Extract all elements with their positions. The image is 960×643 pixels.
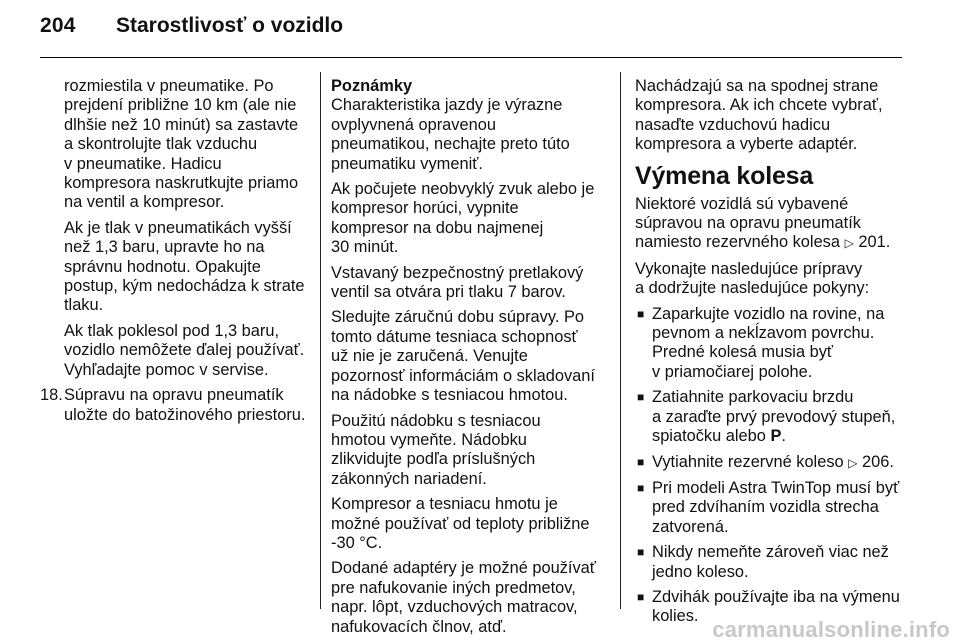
square-bullet-icon: ■ — [637, 480, 645, 495]
list-item-text-part: Vytiahnite rezervné koleso — [652, 452, 844, 471]
paragraph-text: Niektoré vozidlá sú vybavené súpravou na opravu pneumatík namiesto rezervného kolesa — [635, 194, 861, 252]
square-bullet-icon: ■ — [637, 390, 645, 405]
chapter-title: Starostlivosť o vozidlo — [116, 14, 344, 37]
section-heading: Výmena kolesa — [635, 161, 814, 190]
step-number: 18. — [40, 386, 63, 405]
paragraph: Dodané adaptéry je možné používať pre nafukovanie iných predmetov, napr. lôpt, vzduchových matracov, nafukovacích člnov, atď. — [331, 559, 596, 636]
column-divider — [320, 72, 321, 609]
column-divider — [620, 72, 621, 609]
list-item-text — [652, 388, 895, 446]
paragraph: Nachádzajú sa na spodnej strane kompresora. Ak ich chcete vybrať, nasaďte vzduchovú hadicu kompresora a vyberte adaptér. — [635, 77, 883, 154]
list-item-text: Nikdy nemeňte zároveň viac než jedno koleso. — [652, 543, 889, 581]
list-item-text: Zaparkujte vozidlo na rovine, na pevnom a nekĺzavom povrchu. Predné kolesá musia byť v priamočiarej polohe. — [652, 304, 885, 381]
page-number: 204 — [40, 14, 76, 37]
watermark: carmanualsonline.info — [712, 617, 950, 642]
list-item — [635, 543, 910, 582]
note-heading: Poznámky — [331, 77, 413, 95]
list-item — [635, 479, 910, 537]
list-item — [635, 305, 910, 383]
paragraph: Kompresor a tesniacu hmotu je možné používať od teploty približne -30 °C. — [331, 495, 590, 552]
paragraph — [635, 195, 910, 254]
reference-triangle-icon: ▷ — [848, 455, 858, 470]
paragraph: Ak je tlak v pneumatikách vyšší než 1,3 baru, upravte ho na správnu hodnotu. Opakujte postup, kým nedochádza k strate tlaku. — [64, 218, 305, 315]
square-bullet-icon: ■ — [637, 454, 645, 469]
numbered-step-18 — [40, 386, 308, 425]
gear-label: P — [770, 427, 782, 446]
square-bullet-icon: ■ — [637, 545, 645, 560]
paragraph: Sledujte záručnú dobu súpravy. Po tomto dátume tesniaca schopnosť už nie je zaručená. Venujte pozornosť informáciám o skladovaní na nádobke s tesniacou hmotou. — [331, 308, 595, 405]
column-2 — [331, 77, 611, 643]
list-item — [635, 388, 910, 446]
header-rule — [40, 57, 902, 58]
paragraph: Charakteristika jazdy je výrazne ovplyvnená opravenou pneumatikou, nechajte preto túto pneumatiku vymeniť. — [331, 96, 570, 173]
column-1 — [40, 77, 308, 431]
list-item-text — [652, 453, 894, 473]
list-item-text-part: Zatiahnite parkovaciu brzdu a zaraďte prvý prevodový stupeň, spiatočku alebo — [652, 388, 896, 446]
step-text: Súpravu na opravu pneumatík uložte do batožinového priestoru. — [64, 386, 306, 424]
list-item — [635, 453, 910, 473]
reference-triangle-icon: ▷ — [844, 236, 854, 251]
paragraph: Ak tlak poklesol pod 1,3 baru, vozidlo nemôžete ďalej používať. Vyhľadajte pomoc v servise. — [64, 321, 305, 379]
paragraph: Použitú nádobku s tesniacou hmotou vymeňte. Nádobku zlikvidujte podľa príslušných zákonných nariadení. — [331, 411, 541, 488]
paragraph: Vykonajte nasledujúce prípravy a dodržujte nasledujúce pokyny: — [635, 259, 870, 298]
list-item-text-end: . — [781, 427, 786, 446]
paragraph: Vstavaný bezpečnostný pretlakový ventil sa otvára pri tlaku 7 barov. — [331, 263, 584, 302]
paragraph: rozmiestila v pneumatike. Po prejdení približne 10 km (ale nie dlhšie než 10 minút) sa zastavte a skontrolujte tlak vzduchu v pneumatike. Hadicu kompresora naskrutkujte priamo na ventil a kompresor. — [64, 77, 299, 212]
page-reference: 201. — [858, 233, 891, 252]
square-bullet-icon: ■ — [637, 306, 645, 321]
page-header — [0, 0, 960, 58]
column-3 — [635, 77, 910, 633]
list-item-text: Pri modeli Astra TwinTop musí byť pred zdvíhaním vozidla strecha zatvorená. — [652, 478, 900, 536]
list-item-text: Zdvihák používajte iba na výmenu kolies. — [652, 587, 900, 626]
square-bullet-icon: ■ — [637, 589, 645, 604]
paragraph: Ak počujete neobvyklý zvuk alebo je kompresor horúci, vypnite kompresor na dobu najmenej 30 minút. — [331, 180, 595, 257]
page-reference: 206. — [862, 452, 894, 471]
